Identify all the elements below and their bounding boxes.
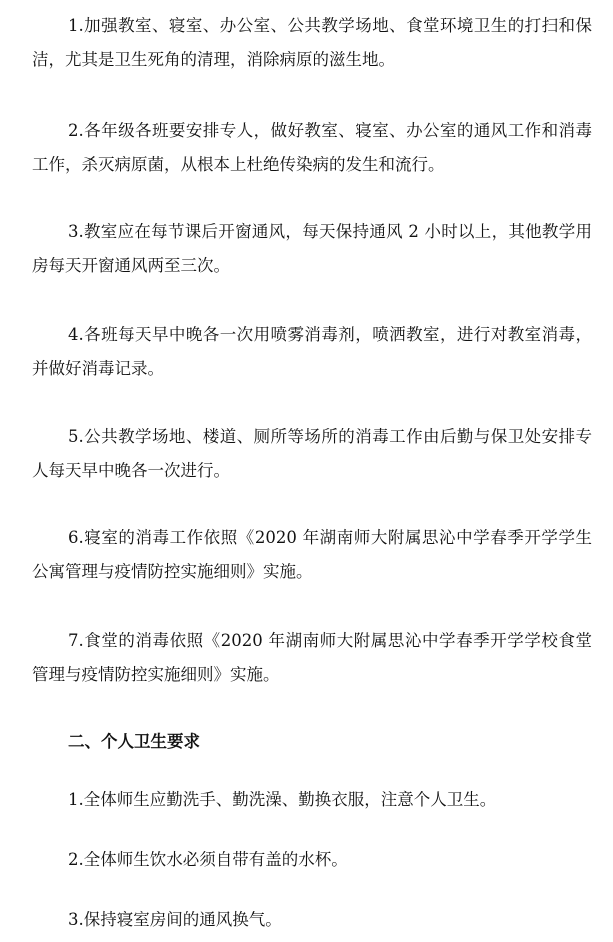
personal-item-3: 3.保持寝室房间的通风换气。 — [68, 910, 282, 929]
paragraph-item-3: 3.教室应在每节课后开窗通风，每天保持通风 2 小时以上，其他教学用房每天开窗通风两至三次。 — [32, 222, 592, 275]
paragraph-item-4: 4.各班每天早中晚各一次用喷雾消毒剂，喷洒教室，进行对教室消毒，并做好消毒记录。 — [32, 325, 592, 378]
personal-item-1: 1.全体师生应勤洗手、勤洗澡、勤换衣服，注意个人卫生。 — [68, 790, 497, 809]
paragraph-item-7: 7.食堂的消毒依照《2020 年湖南师大附属思沁中学春季开学学校食堂管理与疫情防控实施细则》实施。 — [32, 631, 592, 684]
section-heading: 二、个人卫生要求 — [68, 732, 200, 751]
paragraph-item-6: 6.寝室的消毒工作依照《2020 年湖南师大附属思沁中学春季开学学生公寓管理与疫情防控实施细则》实施。 — [32, 528, 592, 581]
paragraph-item-1: 1.加强教室、寝室、办公室、公共教学场地、食堂环境卫生的打扫和保洁，尤其是卫生死角的清理，消除病原的滋生地。 — [32, 16, 592, 69]
paragraph-item-5: 5.公共教学场地、楼道、厕所等场所的消毒工作由后勤与保卫处安排专人每天早中晚各一次进行。 — [32, 427, 592, 480]
paragraph-item-2: 2.各年级各班要安排专人，做好教室、寝室、办公室的通风工作和消毒工作，杀灭病原菌，从根本上杜绝传染病的发生和流行。 — [32, 121, 592, 174]
personal-item-2: 2.全体师生饮水必须自带有盖的水杯。 — [68, 850, 348, 869]
